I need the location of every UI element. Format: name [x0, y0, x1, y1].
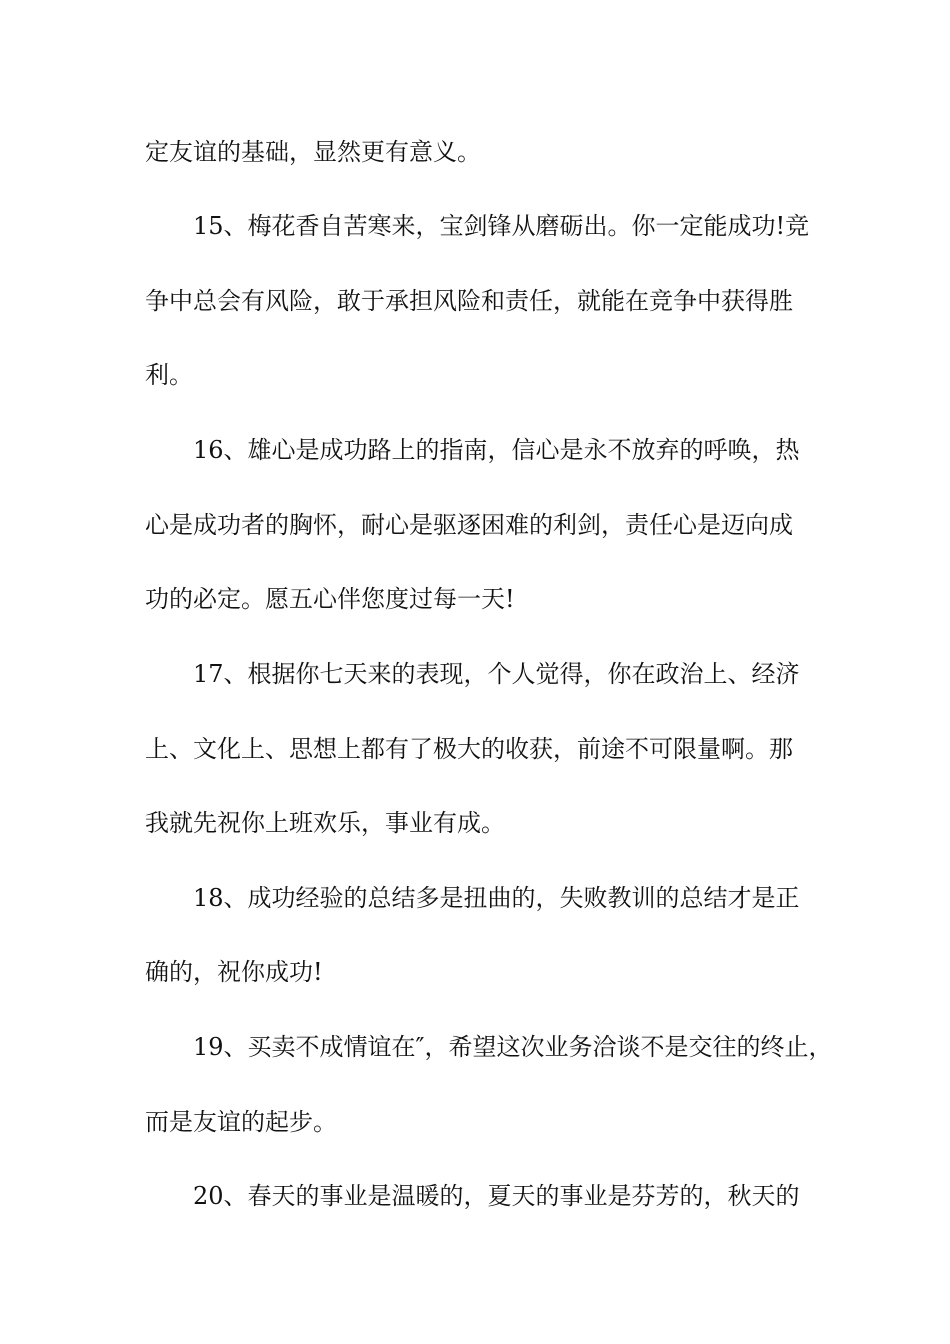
paragraph-15-line-1: 15、梅花香自苦寒来，宝剑锋从磨砺出。你一定能成功!竞: [193, 212, 810, 240]
paragraph-15-line-3: 利。: [145, 361, 193, 389]
paragraph-18-line-1: 18、成功经验的总结多是扭曲的，失败教训的总结才是正: [193, 884, 800, 912]
paragraph-16-line-1: 16、雄心是成功路上的指南，信心是永不放弃的呼唤，热: [193, 436, 800, 464]
text-line: 定友谊的基础，显然更有意义。: [145, 138, 481, 166]
paragraph-17-line-2: 上、文化上、思想上都有了极大的收获，前途不可限量啊。那: [145, 735, 793, 763]
paragraph-20-line-1: 20、春天的事业是温暖的，夏天的事业是芬芳的，秋天的: [193, 1182, 800, 1210]
paragraph-17-line-1: 17、根据你七天来的表现，个人觉得，你在政治上、经济: [193, 660, 800, 688]
paragraph-16-line-2: 心是成功者的胸怀，耐心是驱逐困难的利剑，责任心是迈向成: [145, 511, 793, 539]
paragraph-19-line-2: 而是友谊的起步。: [145, 1108, 337, 1136]
paragraph-19-line-1: 19、买卖不成情谊在″，希望这次业务洽谈不是交往的终止，: [193, 1033, 833, 1061]
paragraph-18-line-2: 确的，祝你成功!: [145, 958, 323, 986]
paragraph-16-line-3: 功的必定。愿五心伴您度过每一天!: [145, 585, 515, 613]
paragraph-15-line-2: 争中总会有风险，敢于承担风险和责任，就能在竞争中获得胜: [145, 287, 793, 315]
paragraph-17-line-3: 我就先祝你上班欢乐，事业有成。: [145, 809, 505, 837]
